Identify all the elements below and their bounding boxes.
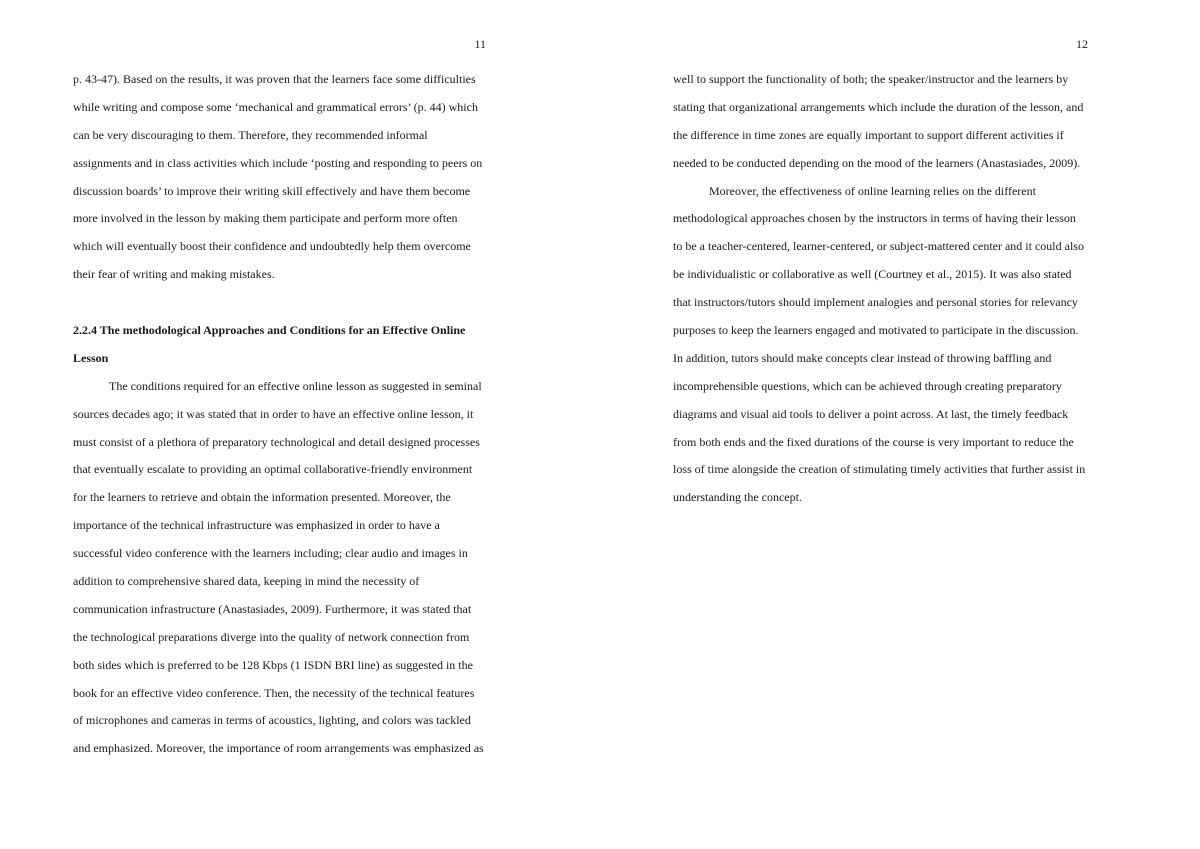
text-line: addition to comprehensive shared data, keeping in mind the necessity of xyxy=(73,574,420,589)
text-line: needed to be conducted depending on the mood of the learners (Anastasiades, 2009). xyxy=(673,155,1081,170)
text-line: their fear of writing and making mistakes. xyxy=(73,267,275,282)
page-body xyxy=(673,66,1113,512)
text-line: loss of time alongside the creation of stimulating timely activities that further assist in xyxy=(673,462,1086,477)
text-line: successful video conference with the learners including; clear audio and images in xyxy=(73,546,468,561)
text-line: more involved in the lesson by making them participate and perform more often xyxy=(73,211,458,226)
paragraph xyxy=(73,373,513,763)
text-line: that eventually escalate to providing an optimal collaborative-friendly environment xyxy=(73,462,473,477)
text-line: discussion boards’ to improve their writing skill effectively and have them become xyxy=(73,183,471,198)
text-line: incomprehensible questions, which can be achieved through creating preparatory xyxy=(673,378,1062,393)
text-line: importance of the technical infrastructure was emphasized in order to have a xyxy=(73,518,440,533)
paragraph xyxy=(673,178,1113,513)
text-line: well to support the functionality of both; the speaker/instructor and the learners by xyxy=(673,72,1069,86)
heading-line: 2.2.4 The methodological Approaches and Conditions for an Effective Online xyxy=(73,323,466,338)
text-line: of microphones and cameras in terms of acoustics, lighting, and colors was tackled xyxy=(73,713,471,728)
text-line: must consist of a plethora of preparatory technological and detail designed processes xyxy=(73,434,480,449)
page-number: 12 xyxy=(1076,37,1088,51)
paragraph-spacer xyxy=(73,289,513,317)
text-line: that instructors/tutors should implement analogies and personal stories for relevancy xyxy=(673,295,1078,310)
text-line: understanding the concept. xyxy=(673,490,802,505)
text-line: diagrams and visual aid tools to deliver a point across. At last, the timely feedback xyxy=(673,406,1069,421)
section-heading xyxy=(73,317,513,373)
paragraph xyxy=(673,66,1113,178)
text-line: assignments and in class activities which include ‘posting and responding to peers on xyxy=(73,155,483,170)
text-line: to be a teacher-centered, learner-centered, or subject-mattered center and it could also xyxy=(673,239,1084,254)
paragraph xyxy=(73,66,513,289)
text-line: book for an effective video conference. Then, the necessity of the technical features xyxy=(73,685,475,700)
text-line: the difference in time zones are equally important to support different activities if xyxy=(673,127,1064,142)
text-line: can be very discouraging to them. Therefore, they recommended informal xyxy=(73,127,428,142)
text-line: stating that organizational arrangements which include the duration of the lesson, and xyxy=(673,99,1084,114)
text-line: from both ends and the fixed durations of the course is very important to reduce the xyxy=(673,434,1074,449)
text-line: p. 43-47). Based on the results, it was proven that the learners face some difficulties xyxy=(73,72,476,86)
text-line: purposes to keep the learners engaged and motivated to participate in the discussion. xyxy=(673,323,1079,338)
text-line: both sides which is preferred to be 128 Kbps (1 ISDN BRI line) as suggested in the xyxy=(73,657,473,672)
text-line: methodological approaches chosen by the instructors in terms of having their lesson xyxy=(673,211,1076,226)
page-number: 11 xyxy=(474,37,486,51)
text-line: Moreover, the effectiveness of online learning relies on the different xyxy=(709,183,1036,198)
text-line: The conditions required for an effective online lesson as suggested in seminal xyxy=(109,378,482,393)
heading-line: Lesson xyxy=(73,350,109,365)
page-body xyxy=(73,66,513,763)
text-line: while writing and compose some ‘mechanical and grammatical errors’ (p. 44) which xyxy=(73,99,478,114)
text-line: for the learners to retrieve and obtain the information presented. Moreover, the xyxy=(73,490,451,505)
text-line: sources decades ago; it was stated that in order to have an effective online lesson, it xyxy=(73,406,474,421)
text-line: be individualistic or collaborative as well (Courtney et al., 2015). It was also stated xyxy=(673,267,1072,282)
text-line: In addition, tutors should make concepts clear instead of throwing baffling and xyxy=(673,350,1052,365)
text-line: communication infrastructure (Anastasiades, 2009). Furthermore, it was stated that xyxy=(73,601,472,616)
text-line: and emphasized. Moreover, the importance of room arrangements was emphasized as xyxy=(73,741,484,756)
page-12 xyxy=(600,0,1200,849)
text-line: the technological preparations diverge into the quality of network connection from xyxy=(73,629,470,644)
text-line: which will eventually boost their confidence and undoubtedly help them overcome xyxy=(73,239,471,254)
